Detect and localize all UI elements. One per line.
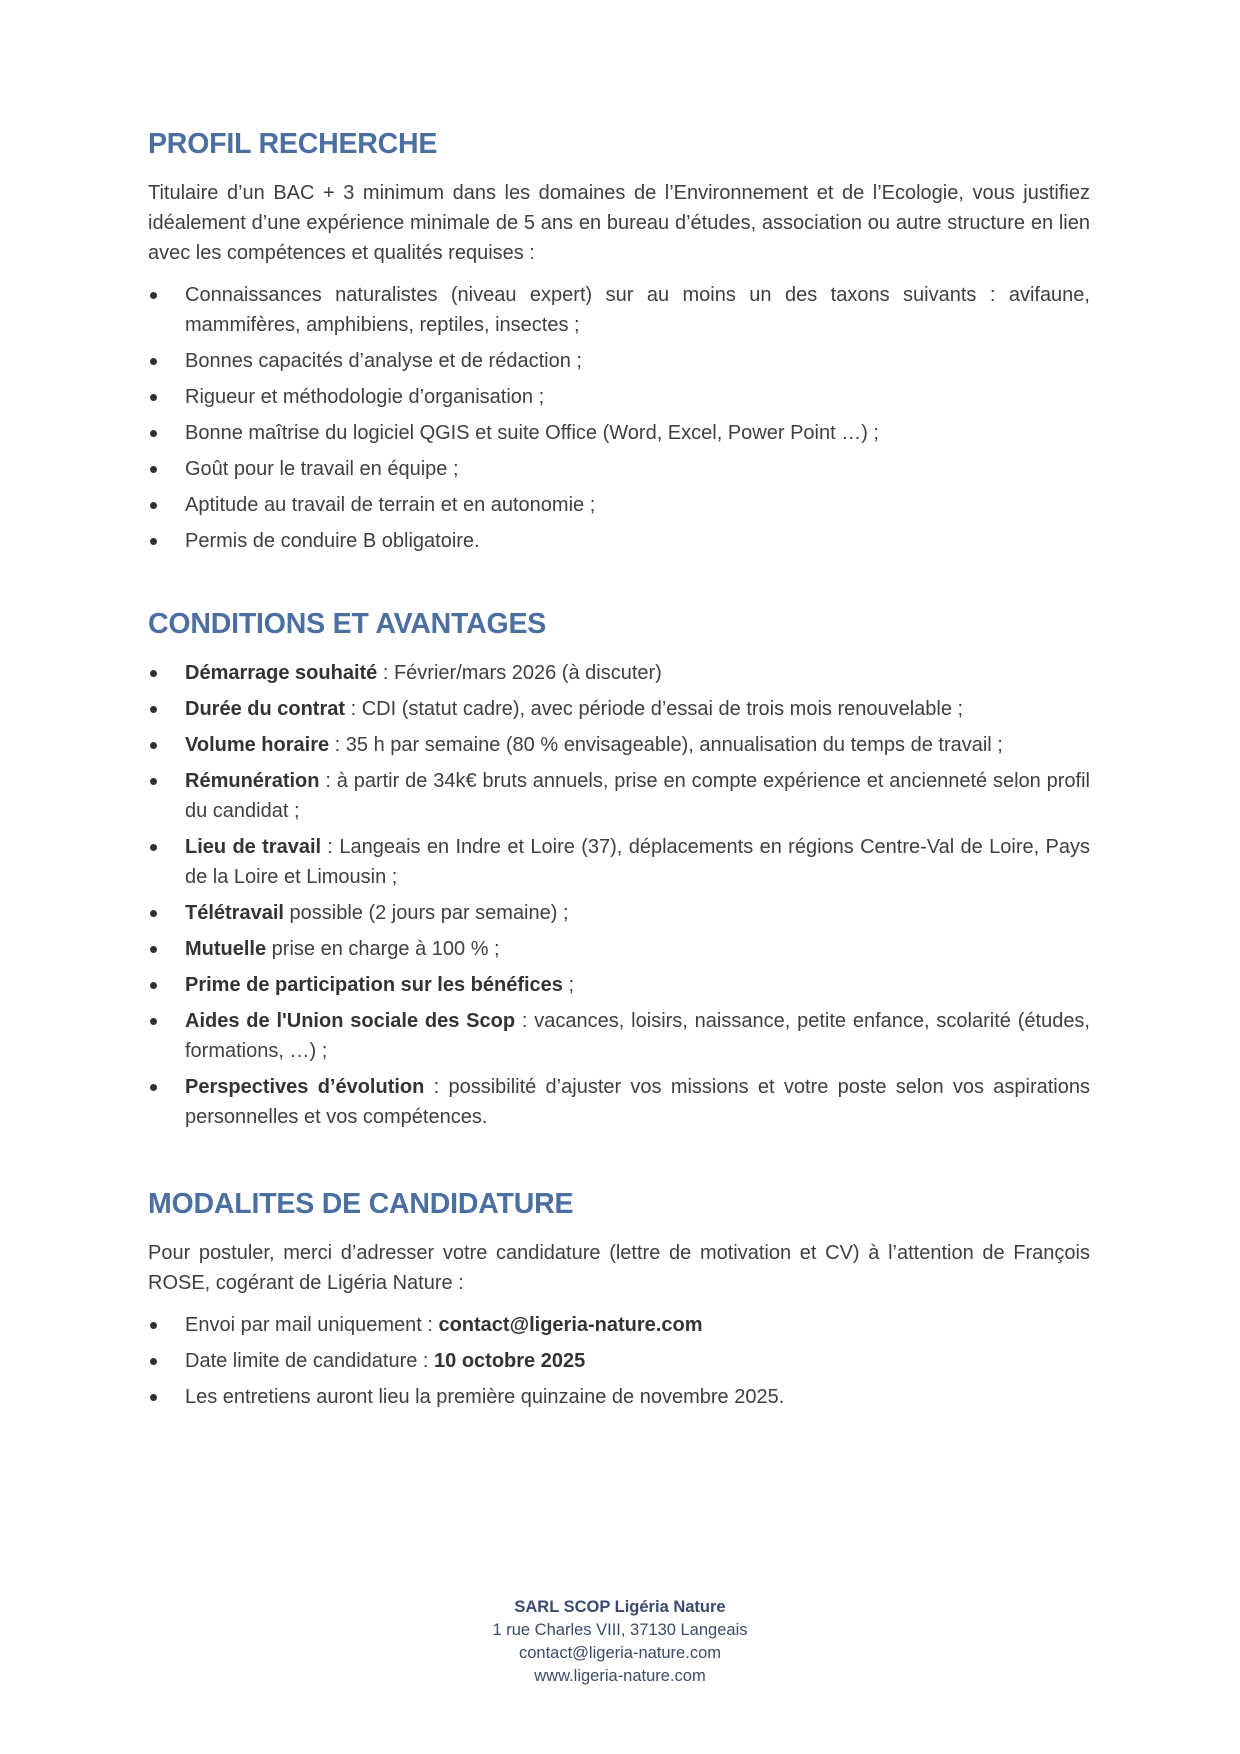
item-label: Aides de l'Union sociale des Scop [185, 1010, 516, 1032]
item-label: Perspectives d’évolution [185, 1076, 425, 1098]
profil-intro: Titulaire d’un BAC + 3 minimum dans les domaines de l’Environnement et de l’Ecologie, vous justifiez idéalement d’une expérience minimale de 5 ans en bureau d’études, association ou autre structure en lien avec les compétences et qualités requises : [148, 182, 1090, 264]
contact-email: contact@ligeria-nature.com [438, 1314, 703, 1336]
bullet-icon [150, 946, 157, 953]
bullet-icon [150, 466, 157, 473]
footer-company: SARL SCOP Ligéria Nature [514, 1598, 726, 1616]
list-item: Aides de l'Union sociale des Scop : vacances, loisirs, naissance, petite enfance, scolarité (études, formations, …) ; [148, 1006, 1090, 1066]
list-item: Mutuelle prise en charge à 100 % ; [148, 934, 1090, 964]
list-item: Perspectives d’évolution : possibilité d’ajuster vos missions et votre poste selon vos aspirations personnelles et vos compétences. [148, 1072, 1090, 1132]
bullet-icon [150, 742, 157, 749]
footer-email: contact@ligeria-nature.com [518, 1644, 721, 1662]
item-label: Démarrage souhaité [185, 662, 378, 684]
bullet-icon [150, 670, 157, 677]
list-item: Durée du contrat : CDI (statut cadre), avec période d’essai de trois mois renouvelable ; [148, 694, 1090, 724]
bullet-icon [150, 394, 157, 401]
bullet-icon [150, 778, 157, 785]
list-item: Bonnes capacités d’analyse et de rédaction ; [148, 346, 1090, 376]
list-item: Goût pour le travail en équipe ; [148, 454, 1090, 484]
footer-address: 1 rue Charles VIII, 37130 Langeais [492, 1621, 748, 1639]
bullet-icon [150, 982, 157, 989]
bullet-icon [150, 1358, 157, 1365]
bullet-icon [150, 538, 157, 545]
list-item: Prime de participation sur les bénéfices ; [148, 970, 1090, 1000]
list-item: Date limite de candidature : 10 octobre 2025 [148, 1346, 1090, 1376]
section-title-conditions: CONDITIONS ET AVANTAGES [148, 608, 547, 640]
bullet-icon [150, 1018, 157, 1025]
list-item: Rémunération : à partir de 34k€ bruts annuels, prise en compte expérience et ancienneté selon profil du candidat ; [148, 766, 1090, 826]
deadline-date: 10 octobre 2025 [434, 1350, 586, 1372]
section-title-profil: PROFIL RECHERCHE [148, 128, 438, 160]
item-label: Volume horaire [185, 734, 330, 756]
list-item: Volume horaire : 35 h par semaine (80 % envisageable), annualisation du temps de travail ; [148, 730, 1090, 760]
bullet-icon [150, 706, 157, 713]
bullet-icon [150, 844, 157, 851]
bullet-icon [150, 1322, 157, 1329]
document-body [148, 124, 1090, 1418]
profil-list [148, 280, 1090, 556]
modalites-intro: Pour postuler, merci d’adresser votre candidature (lettre de motivation et CV) à l’attention de François ROSE, cogérant de Ligéria Nature : [148, 1242, 1090, 1294]
list-item: Permis de conduire B obligatoire. [148, 526, 1090, 556]
item-label: Lieu de travail [185, 836, 322, 858]
item-label: Durée du contrat [185, 698, 346, 720]
section-title-modalites: MODALITES DE CANDIDATURE [148, 1188, 574, 1220]
bullet-icon [150, 430, 157, 437]
bullet-icon [150, 292, 157, 299]
item-label: Prime de participation sur les bénéfices [185, 974, 563, 996]
list-item: Lieu de travail : Langeais en Indre et Loire (37), déplacements en régions Centre-Val de Loire, Pays de la Loire et Limousin ; [148, 832, 1090, 892]
bullet-icon [150, 910, 157, 917]
bullet-icon [150, 1394, 157, 1401]
bullet-icon [150, 502, 157, 509]
list-item: Les entretiens auront lieu la première quinzaine de novembre 2025. [148, 1382, 1090, 1412]
list-item: Aptitude au travail de terrain et en autonomie ; [148, 490, 1090, 520]
list-item: Bonne maîtrise du logiciel QGIS et suite Office (Word, Excel, Power Point …) ; [148, 418, 1090, 448]
list-item: Démarrage souhaité : Février/mars 2026 (à discuter) [148, 658, 1090, 688]
list-item: Télétravail possible (2 jours par semaine) ; [148, 898, 1090, 928]
conditions-list [148, 658, 1090, 1132]
list-item: Rigueur et méthodologie d’organisation ; [148, 382, 1090, 412]
footer-website: www.ligeria-nature.com [534, 1667, 706, 1685]
modalites-list [148, 1310, 1090, 1412]
list-item: Envoi par mail uniquement : contact@ligeria-nature.com [148, 1310, 1090, 1340]
list-item: Connaissances naturalistes (niveau expert) sur au moins un des taxons suivants : avifaune, mammifères, amphibiens, reptiles, insectes ; [148, 280, 1090, 340]
bullet-icon [150, 1084, 157, 1091]
item-label: Rémunération [185, 770, 320, 792]
bullet-icon [150, 358, 157, 365]
item-label: Télétravail [185, 902, 284, 924]
item-label: Mutuelle [185, 938, 267, 960]
page-footer [0, 1596, 1240, 1688]
